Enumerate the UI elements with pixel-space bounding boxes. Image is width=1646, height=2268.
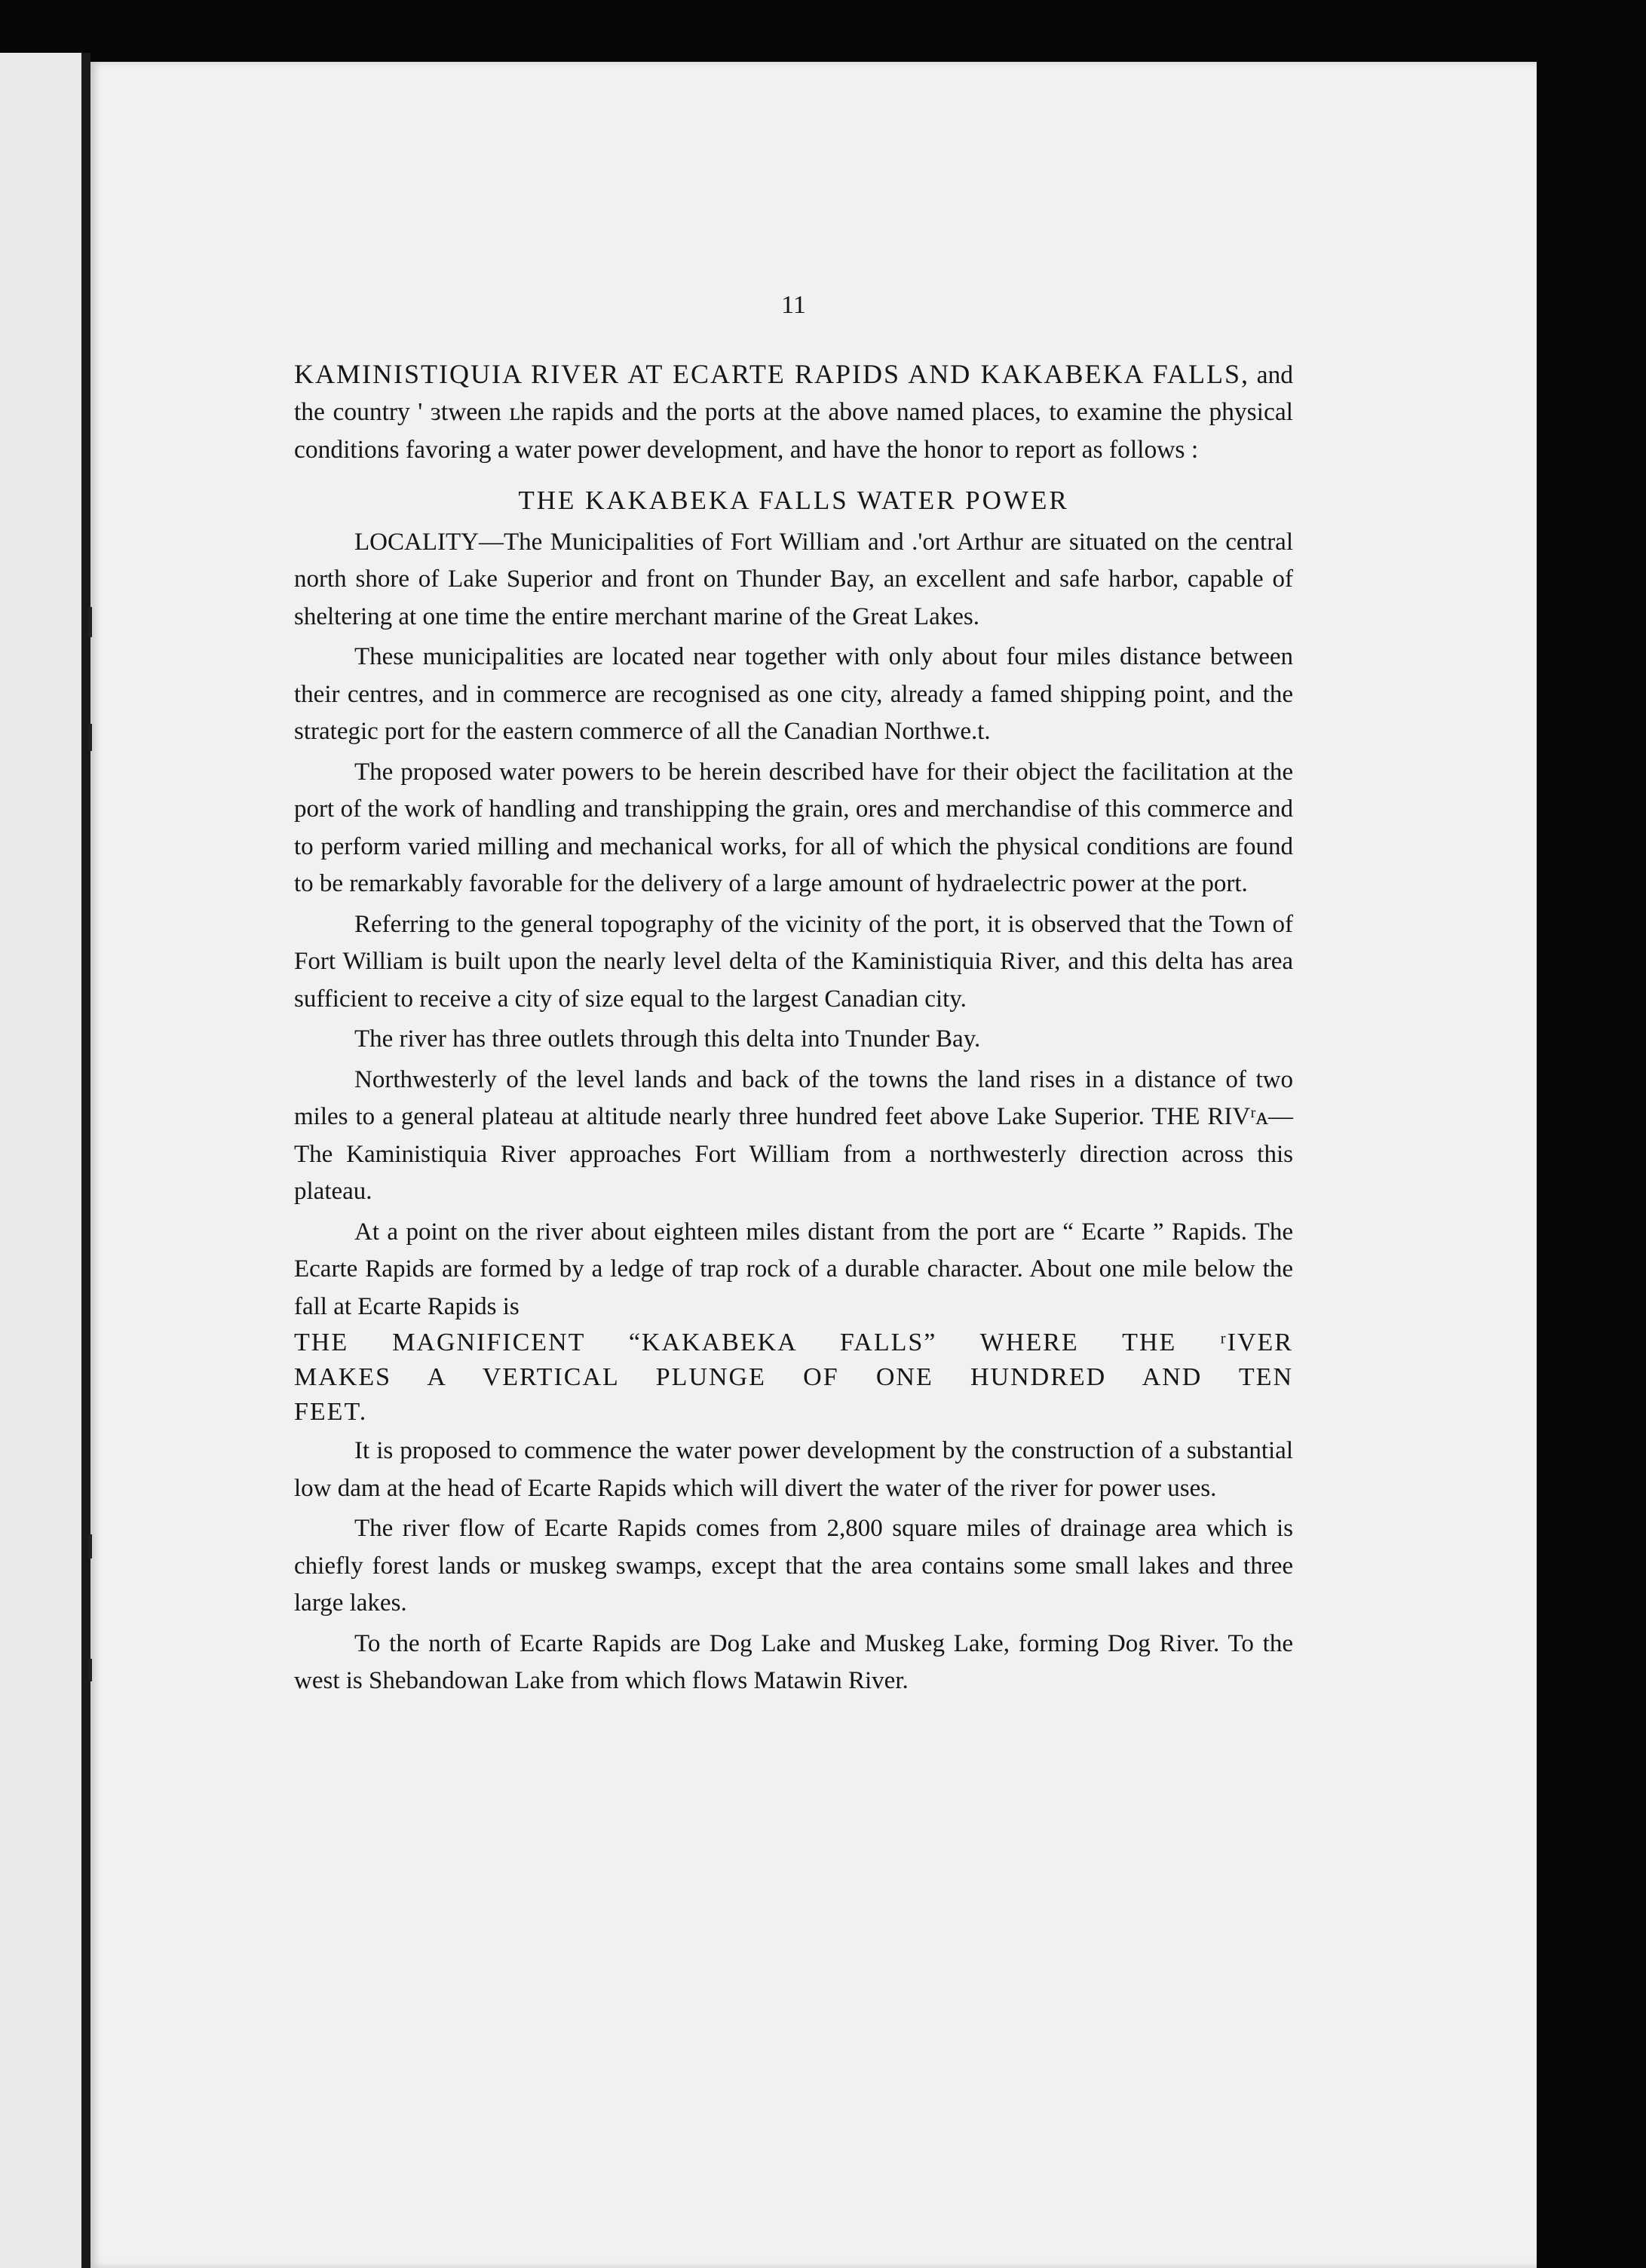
margin-mark: [89, 607, 92, 637]
paragraph-ecarte: [294, 1214, 1293, 1430]
kakabeka-caps-line-3: FEET.: [294, 1398, 368, 1426]
left-page-edge: [0, 53, 83, 2268]
margin-mark: [89, 1659, 92, 1681]
section-heading: THE KAKABEKA FALLS WATER POWER: [518, 486, 1069, 515]
margin-mark: [89, 1534, 92, 1558]
paragraph-municipalities: These municipalities are located near together with only about four miles distance between their centres, and in commerce are recognised as one city, already a famed shipping point, and the strategic port for the eastern commerce of all the Canadian Northwe.t.: [294, 643, 1293, 745]
kakabeka-caps-line-1: THE MAGNIFICENT “KAKABEKA FALLS” WHERE THE ʳIVER: [294, 1329, 1293, 1356]
paragraph-topography: Referring to the general topography of the vicinity of the port, it is observed that the Town of Fort William is built upon the nearly level delta of the Kaministiquia River, and this delta has area sufficient to receive a city of size equal to the largest Canadian city.: [294, 910, 1293, 1013]
paragraph-dam: It is proposed to commence the water power development by the construction of a substantial low dam at the head of Ecarte Rapids which will divert the water of the river for power uses.: [294, 1437, 1293, 1502]
paragraph-plateau: Northwesterly of the level lands and back of the towns the land rises in a distance of two miles to a general plateau at altitude nearly three hundred feet above Lake Superior. THE RIVʳᴀ—The Kaministiquia River approaches Fort William from a northwesterly direction across this plateau.: [294, 1065, 1293, 1205]
paragraph-river-flow: The river flow of Ecarte Rapids comes from 2,800 square miles of drainage area which is chiefly forest lands or muskeg swamps, except that the area contains some small lakes and three large lakes.: [294, 1515, 1293, 1617]
intro-text: and the country ' ɜtween ʟhe rapids and the ports at the above named places, to examine the physical conditions favoring a water power development, and have the honor to report as follows :: [294, 360, 1293, 464]
intro-caps: KAMINISTIQUIA RIVER AT ECARTE RAPIDS AND KAKABEKA FALLS,: [294, 358, 1250, 389]
paragraph-water-powers: The proposed water powers to be herein described have for their object the facilitation at the port of the work of handling and transhipping the grain, ores and merchandise of this commerce and to perform varied milling and mechanical works, for all of which the physical conditions are found to be remarkably favorable for the delivery of a large amount of hydraelectric power at the port.: [294, 758, 1293, 897]
ecarte-text: At a point on the river about eighteen miles distant from the port are “ Ecarte ” Rapids. The Ecarte Rapids are formed by a ledge of trap rock of a durable character. About one mile below the fall at Ecarte Rapids is: [294, 1218, 1293, 1320]
page-content: [294, 287, 1293, 1703]
intro-paragraph: [294, 356, 1293, 469]
margin-mark: [89, 724, 92, 751]
kakabeka-caps-line-2: MAKES A VERTICAL PLUNGE OF ONE HUNDRED AND TEN: [294, 1363, 1293, 1391]
page-number: 11: [781, 291, 806, 319]
paragraph-outlets: The river has three outlets through this delta into Tnunder Bay.: [354, 1025, 981, 1053]
paragraph-locality: LOCALITY—The Municipalities of Fort William and .'ort Arthur are situated on the central north shore of Lake Superior and front on Thunder Bay, an excellent and safe harbor, capable of sheltering at one time the entire merchant marine of the Great Lakes.: [294, 528, 1293, 630]
paragraph-lakes: To the north of Ecarte Rapids are Dog Lake and Muskeg Lake, forming Dog River. To the west is Shebandowan Lake from which flows Matawin River.: [294, 1629, 1293, 1694]
book-gutter: [81, 53, 90, 2268]
